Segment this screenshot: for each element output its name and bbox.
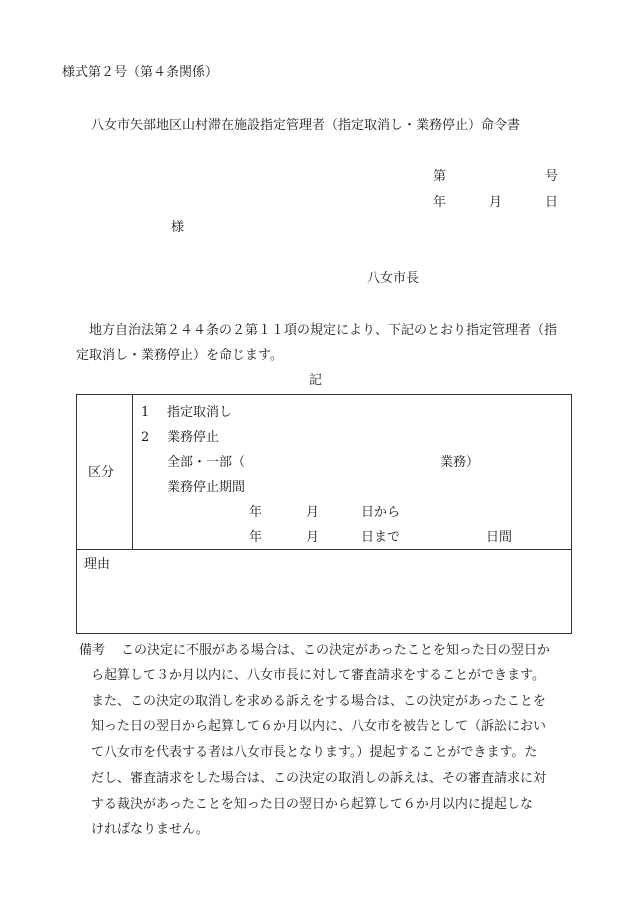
to-year-label: 年 (249, 530, 263, 545)
detail-table (76, 394, 572, 634)
from-month-label: 月 (306, 505, 320, 520)
remarks-text-line: ければなりません。 (91, 822, 209, 837)
document-number-suffix: 号 (545, 169, 559, 184)
from-year-label: 年 (249, 505, 263, 520)
ki-heading: 記 (309, 373, 323, 388)
date-day-label: 日 (545, 195, 559, 210)
from-day-label: 日から (361, 505, 401, 520)
table-column-divider (132, 395, 133, 549)
remarks-text-line: ら起算して３か月以内に、八女市長に対して審査請求をすることができます。 (91, 668, 545, 683)
reason-label: 理由 (84, 557, 111, 572)
option-number: 1 (141, 405, 150, 420)
scope-label: 全部・一部（ (167, 455, 246, 470)
option-designation-revoke: 指定取消し (167, 405, 233, 420)
date-year-label: 年 (433, 195, 447, 210)
body-text-line: 地方自治法第２４４条の２第１１項の規定により、下記のとおり指定管理者（指 (89, 323, 558, 338)
issuer-name: 八女市長 (367, 271, 420, 286)
remarks-text-line: する裁決があったことを知った日の翌日から起算して６か月以内に提起しな (91, 797, 533, 812)
scope-close-label: 業務） (440, 455, 480, 470)
remarks-text-line: だし、審査請求をした場合は、この決定の取消しの訴えは、その審査請求に対 (91, 771, 547, 786)
to-month-label: 月 (306, 530, 320, 545)
remarks-heading: 備考 (79, 643, 106, 658)
option-business-suspension: 業務停止 (167, 430, 220, 445)
table-row-divider (77, 549, 571, 550)
remarks-text-line: この決定に不服がある場合は、この決定があったことを知った日の翌日か (121, 643, 550, 658)
remarks-text-line: て八女市を代表する者は八女市長となります。）提起することができます。た (91, 745, 538, 760)
addressee-honorific: 様 (171, 220, 185, 235)
date-month-label: 月 (489, 195, 503, 210)
form-number-label: 様式第２号（第４条関係） (62, 65, 219, 80)
suspension-period-label: 業務停止期間 (167, 480, 246, 495)
option-number: 2 (141, 430, 150, 445)
remarks-text-line: また、この決定の取消しを求める訴えをする場合は、この決定があったことを (91, 694, 546, 709)
days-count-label: 日間 (486, 530, 513, 545)
to-day-label: 日まで (361, 530, 401, 545)
document-number-prefix: 第 (433, 169, 447, 184)
kubun-label: 区分 (88, 465, 115, 480)
body-text-line: 定取消し・業務停止）を命じます。 (76, 348, 283, 363)
document-title: 八女市矢部地区山村滞在施設指定管理者（指定取消し・業務停止）命令書 (91, 118, 521, 133)
remarks-text-line: 知った日の翌日から起算して６か月以内に、八女市を被告として（訴訟におい (91, 719, 547, 734)
